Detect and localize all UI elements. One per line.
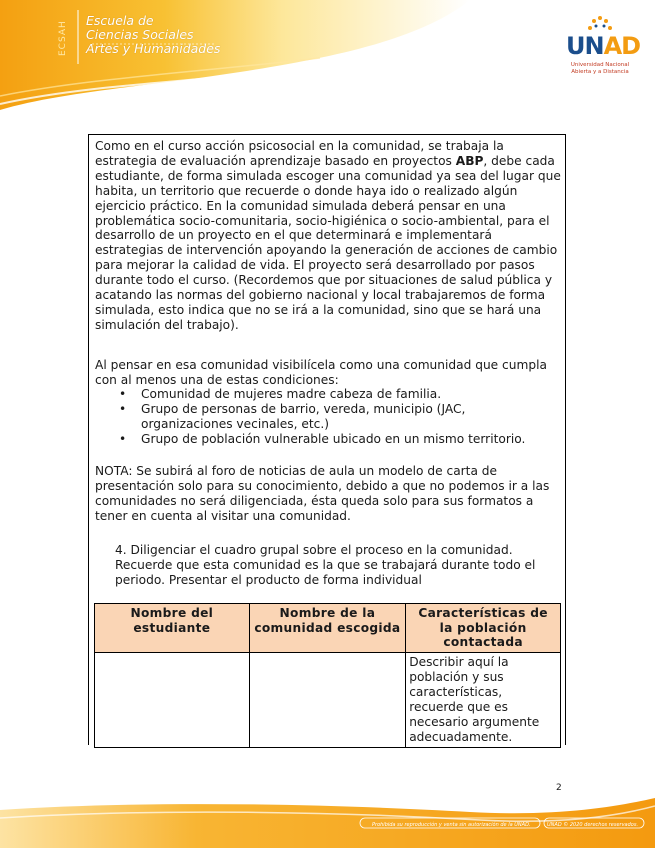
- table-header-row: [95, 604, 561, 653]
- school-line-3: Artes y Humanidades: [86, 41, 221, 56]
- footer-banner: [0, 790, 655, 848]
- footer-copyright-notice: Prohibida su reproducción y venta sin autorización de la UNAD.: [372, 822, 531, 828]
- unad-logo: [560, 10, 640, 80]
- step-4-paragraph: 4. Diligenciar el cuadro grupal sobre el proceso en la comunidad. Recuerde que esta comunidad es la que se trabajará durante todo el periodo. Presentar el producto de forma individual: [115, 543, 536, 587]
- table-row: [95, 652, 561, 747]
- ecsah-vertical-label: ECSAH: [58, 20, 68, 56]
- school-line-1: Escuela de: [86, 13, 154, 28]
- list-item: • Comunidad de mujeres madre cabeza de familia.: [119, 387, 442, 401]
- bullet-icon: •: [119, 401, 127, 416]
- footer-rights: UNAD © 2020 derechos reservados.: [547, 822, 639, 828]
- bullet-icon: •: [119, 431, 127, 446]
- bullet-icon: •: [119, 387, 127, 401]
- conditions-list: [117, 387, 559, 447]
- cell-student-name[interactable]: [95, 652, 250, 747]
- unad-subtitle: Universidad Nacional Abierta y a Distancia: [570, 62, 630, 75]
- unad-wordmark: UNAD: [566, 32, 641, 60]
- community-table: [94, 603, 561, 748]
- school-line-2: Ciencias Sociales: [86, 27, 194, 42]
- conditions-paragraph: Al pensar en esa comunidad visibilícela como una comunidad que cumpla con al menos una de estas condiciones:: [95, 358, 547, 387]
- page-number: 2: [556, 783, 562, 793]
- list-item: • Grupo de población vulnerable ubicado en un mismo territorio.: [119, 431, 526, 446]
- header-community-name: Nombre de la comunidad escogida: [249, 604, 406, 653]
- header-population-traits: Características de la población contactada: [406, 604, 561, 653]
- cell-community-name[interactable]: [249, 652, 406, 747]
- note-paragraph: NOTA: Se subirá al foro de noticias de aula un modelo de carta de presentación solo para su conocimiento, debido a que no podemos ir a las comunidades no será diligenciada, ésta queda solo para sus formatos a tener en cuenta al visitar una comunidad.: [95, 464, 550, 523]
- intro-paragraph: Como en el curso acción psicosocial en la comunidad, se trabaja la estrategia de evaluación aprendizaje basado en proyectos ABP, debe cada estudiante, de forma simulada escoger una comunidad ya sea del lugar que habita, un territorio que recuerde o donde haya ido o realizado algún ejercicio práctico. En la comunidad simulada deberá pensar en una problemática socio-comunitaria, socio-higiénica o socio-ambiental, para el desarrollo de un proyecto en el que determinará e implementará estrategias de intervención apoyando la generación de acciones de cambio para mejorar la calidad de vida. El proyecto será desarrollado por pasos durante todo el curso. (Recordemos que por situaciones de salud pública y acatando las normas del gobierno nacional y local trabajaremos de forma simulada, esto indica que no se irá a la comunidad, sino que se hará una simulación del trabajo).: [95, 139, 561, 332]
- abp-bold: ABP: [455, 153, 484, 168]
- school-name: [86, 14, 220, 56]
- list-item: • Grupo de personas de barrio, vereda, municipio (JAC, organizaciones vecinales, etc.): [119, 401, 466, 431]
- cell-population-traits[interactable]: Describir aquí la población y sus características, recuerde que es necesario argumente adecuadamente.: [406, 652, 561, 747]
- header-student-name: Nombre del estudiante: [95, 604, 250, 653]
